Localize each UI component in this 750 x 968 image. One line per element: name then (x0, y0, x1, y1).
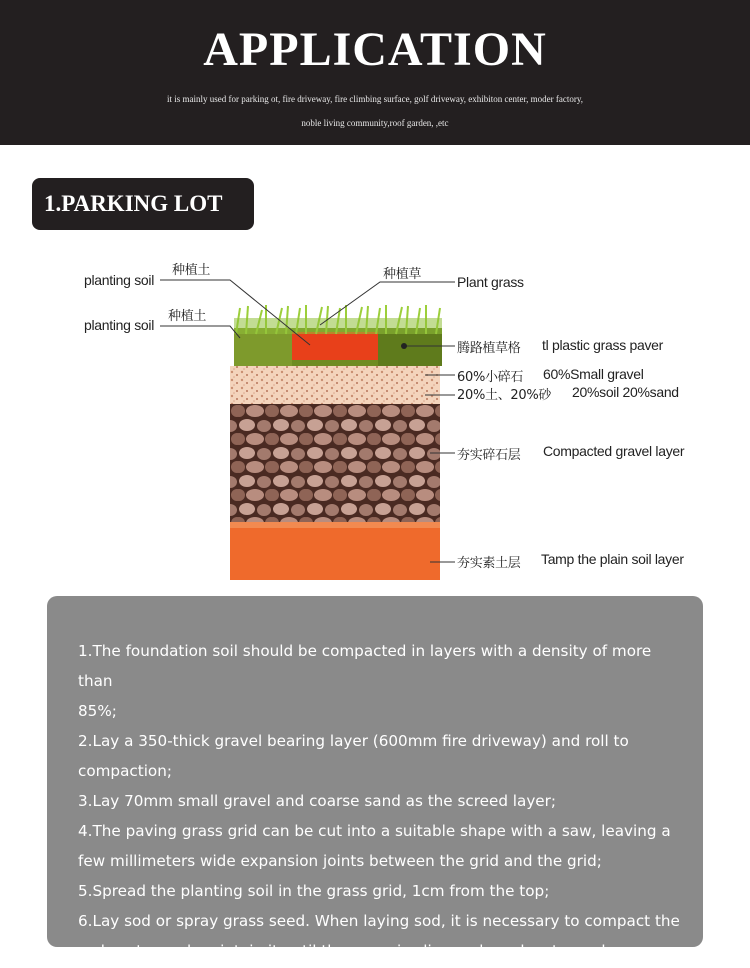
tamp-label: Tamp the plain soil layer (541, 551, 684, 567)
layer-diagram (0, 250, 750, 585)
paver-cn-label: 腾路植草格 (457, 341, 521, 356)
paver-label: tl plastic grass paver (542, 337, 664, 353)
compacted-label: Compacted gravel layer (543, 443, 685, 459)
instructions-panel (47, 596, 703, 960)
instruction-line: sod, water and maintain it until the grass is alive and can be stopped. (78, 942, 611, 960)
instruction-line: 2.Lay a 350-thick gravel bearing layer (600mm fire driveway) and roll to (78, 732, 629, 750)
instruction-line: 3.Lay 70mm small gravel and coarse sand as the screed layer; (78, 792, 557, 810)
compacted-cn-label: 夯实碎石层 (457, 448, 521, 463)
plant-grass-cn-label: 种植草 (383, 267, 422, 282)
subtitle-line-2: noble living community,roof garden, ,etc (301, 118, 449, 128)
planting-soil-cn-label-2: 种植土 (168, 309, 207, 324)
instruction-line: compaction; (78, 762, 172, 780)
small-gravel-layer (230, 366, 440, 404)
planting-soil-cn-label-1: 种植土 (172, 263, 211, 278)
instruction-line: few millimeters wide expansion joints between the grid and the grid; (78, 852, 602, 870)
gravel-label-1: 60%Small gravel (543, 366, 644, 382)
layer-cross-section (0, 250, 750, 585)
instruction-line: 85%; (78, 702, 117, 720)
planting-soil-label-1: planting soil (84, 272, 155, 288)
instruction-line: 6.Lay sod or spray grass seed. When laying sod, it is necessary to compact the (78, 912, 680, 930)
gravel-cn-label-1: 60%小碎石 (457, 370, 524, 385)
tamp-cn-label: 夯实素土层 (457, 556, 521, 571)
header-banner (0, 0, 750, 145)
instruction-line: 5.Spread the planting soil in the grass grid, 1cm from the top; (78, 882, 550, 900)
gravel-cn-label-2: 20%土、20%砂 (457, 388, 552, 403)
gravel-label-2: 20%soil 20%sand (572, 384, 679, 400)
plant-grass-label: Plant grass (457, 274, 524, 290)
instruction-line: 4.The paving grass grid can be cut into a suitable shape with a saw, leaving a (78, 822, 671, 840)
instruction-line: 1.The foundation soil should be compacted in layers with a density of more than (78, 642, 652, 690)
subtitle-line-1: it is mainly used for parking ot, fire driveway, fire climbing surface, golf driveway, exhibiton center, moder factory, (167, 94, 583, 104)
planting-soil-cell (292, 332, 378, 360)
page-title: APPLICATION (203, 23, 547, 76)
planting-soil-label-2: planting soil (84, 317, 155, 333)
compacted-gravel-layer (230, 402, 440, 522)
section-title-badge: 1.PARKING LOT (32, 178, 254, 230)
